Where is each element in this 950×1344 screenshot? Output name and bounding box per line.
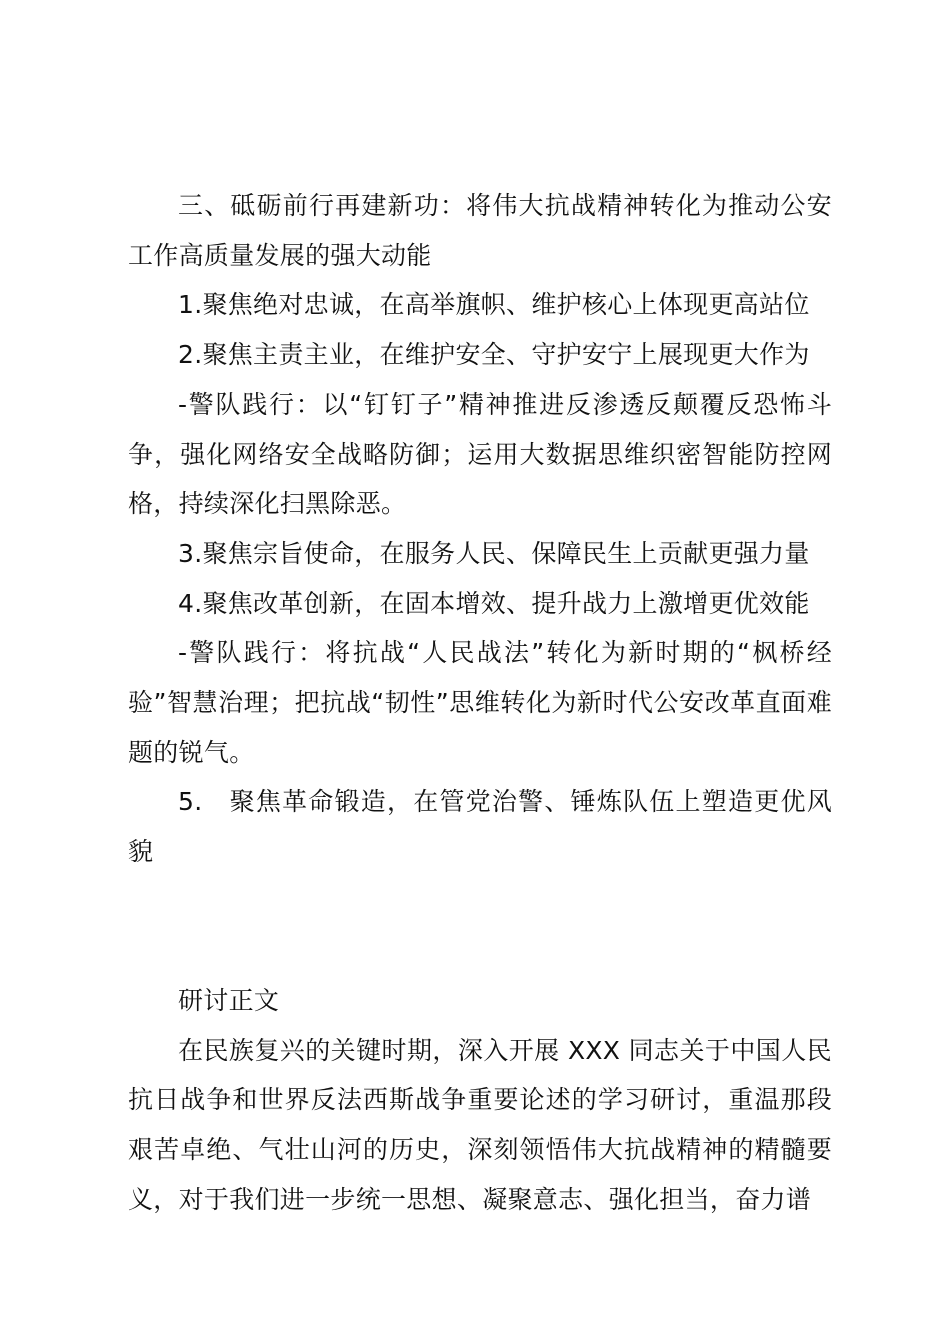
list-item-4: 4.聚焦改革创新，在固本增效、提升战力上激增更优效能 — [178, 588, 810, 618]
list-item-3: 3.聚焦宗旨使命，在服务人民、保障民生上贡献更强力量 — [178, 538, 810, 568]
list-item-2: 2.聚焦主责主业，在维护安全、守护安宁上展现更大作为 — [178, 340, 810, 370]
list-item-1: 1.聚焦绝对忠诚，在高举旗帜、维护核心上体现更高站位 — [178, 290, 810, 320]
list-item-5: 5. 聚焦革命锻造，在管党治警、锤炼队伍上塑造更优风貌 — [128, 787, 832, 867]
document-body — [128, 181, 832, 1224]
body-paragraph: 在民族复兴的关键时期，深入开展 XXX 同志关于中国人民抗日战争和世界反法西斯战争重要论述的学习研讨，重温那段艰苦卓绝、气壮山河的历史，深刻领悟伟大抗战精神的精髓要义，对于我们进一步统一思想、凝聚意志、强化担当，奋力谱 — [128, 1035, 832, 1214]
section-three-heading: 三、砥砺前行再建新功：将伟大抗战精神转化为推动公安工作高质量发展的强大动能 — [128, 191, 832, 270]
section-heading: 研讨正文 — [178, 985, 280, 1015]
paragraph-spacer — [128, 877, 832, 976]
practice-note-1: -警队践行：以“钉钉子”精神推进反渗透反颠覆反恐怖斗争，强化网络安全战略防御；运用大数据思维织密智能防控网格，持续深化扫黑除恶。 — [128, 389, 832, 519]
practice-note-2: -警队践行：将抗战“人民战法”转化为新时期的“枫桥经验”智慧治理；把抗战“韧性”思维转化为新时代公安改革直面难题的锐气。 — [128, 638, 832, 767]
